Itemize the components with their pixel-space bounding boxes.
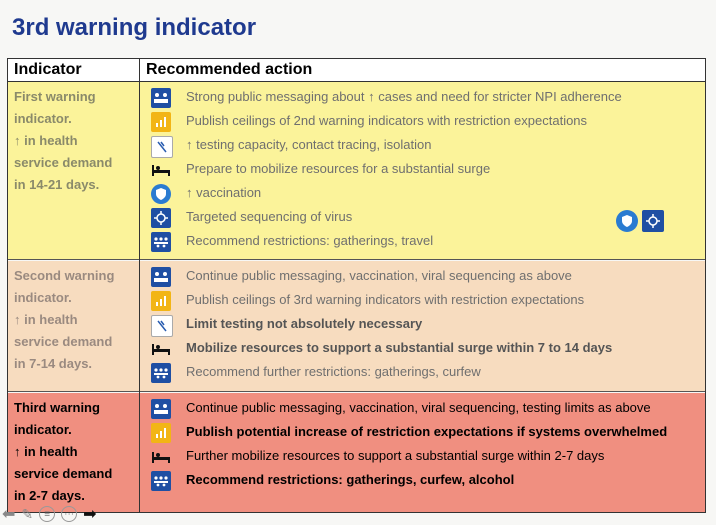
- action-text: Further mobilize resources to support a substantial surge within 2-7 days: [186, 448, 605, 463]
- indicator-line: Third warning: [14, 400, 100, 415]
- action-text: Recommend further restrictions: gatherings, curfew: [186, 364, 481, 379]
- hospital-bed-icon: [151, 160, 171, 180]
- action-text: Prepare to mobilize resources for a substantial surge: [186, 161, 491, 176]
- chart-icon: [151, 112, 171, 132]
- action-item: [146, 134, 701, 158]
- action-item: [146, 361, 701, 385]
- action-text: ↑ testing capacity, contact tracing, isolation: [186, 137, 432, 152]
- vaccine-shield-icon: [616, 210, 638, 232]
- indicator-line: Second warning: [14, 268, 115, 283]
- warning-table: [7, 58, 706, 513]
- pen-icon[interactable]: ✎: [21, 505, 34, 522]
- people-messaging-icon: [151, 267, 171, 287]
- indicator-line: ↑ in health: [14, 312, 78, 327]
- column-divider: [139, 59, 140, 512]
- actions-cell: [146, 397, 701, 493]
- action-text: Limit testing not absolutely necessary: [186, 316, 423, 331]
- indicator-line: service demand: [14, 334, 113, 349]
- lab-testing-icon: [151, 136, 173, 158]
- action-text: Publish potential increase of restriction expectations if systems overwhelmed: [186, 424, 668, 439]
- people-messaging-icon: [151, 88, 171, 108]
- indicator-line: indicator.: [14, 290, 72, 305]
- action-text: Targeted sequencing of virus: [186, 209, 353, 224]
- action-item: [146, 421, 701, 445]
- action-text: Publish ceilings of 2nd warning indicators with restriction expectations: [186, 113, 588, 128]
- header-indicator: Indicator: [14, 61, 82, 78]
- hospital-bed-icon: [151, 447, 171, 467]
- more-icon[interactable]: ⋯: [61, 506, 77, 522]
- action-item: [146, 397, 701, 421]
- indicator-line: in 2-7 days.: [14, 488, 85, 503]
- row-first-warning: [8, 82, 705, 260]
- indicator-line: in 7-14 days.: [14, 356, 93, 371]
- action-item: [146, 313, 701, 337]
- action-item: [146, 86, 701, 110]
- indicator-line: ↑ in health: [14, 444, 78, 459]
- actions-cell: [146, 265, 701, 385]
- action-item: [146, 445, 701, 469]
- action-item: [146, 158, 701, 182]
- crowd-gathering-icon: [151, 232, 171, 252]
- indicator-line: indicator.: [14, 111, 72, 126]
- indicator-line: indicator.: [14, 422, 72, 437]
- slide-toolbar: [2, 504, 97, 524]
- indicator-cell: [14, 397, 134, 507]
- indicator-line: in 14-21 days.: [14, 177, 100, 192]
- action-item: [146, 110, 701, 134]
- lab-testing-icon: [151, 315, 173, 337]
- virus-sequencing-icon: [642, 210, 664, 232]
- action-item: [146, 230, 701, 254]
- row-second-warning: [8, 261, 705, 392]
- indicator-line: ↑ in health: [14, 133, 78, 148]
- action-item: [146, 469, 701, 493]
- extra-icons: [616, 210, 664, 232]
- page-title: 3rd warning indicator: [12, 14, 257, 41]
- crowd-gathering-icon: [151, 363, 171, 383]
- action-text: ↑ vaccination: [186, 185, 262, 200]
- indicator-cell: [14, 265, 134, 375]
- indicator-line: service demand: [14, 466, 113, 481]
- chart-icon: [151, 423, 171, 443]
- action-item: [146, 289, 701, 313]
- table-header: [8, 59, 705, 82]
- vaccine-shield-icon: [151, 184, 171, 204]
- chart-icon: [151, 291, 171, 311]
- action-text: Recommend restrictions: gatherings, curfew, alcohol: [186, 472, 515, 487]
- people-messaging-icon: [151, 399, 171, 419]
- action-text: Recommend restrictions: gatherings, travel: [186, 233, 434, 248]
- action-item: [146, 337, 701, 361]
- action-item: [146, 265, 701, 289]
- action-text: Continue public messaging, vaccination, viral sequencing as above: [186, 268, 572, 283]
- crowd-gathering-icon: [151, 471, 171, 491]
- indicator-cell: [14, 86, 134, 196]
- virus-sequencing-icon: [151, 208, 171, 228]
- row-third-warning: [8, 393, 705, 512]
- indicator-line: service demand: [14, 155, 113, 170]
- menu-icon[interactable]: ≡: [39, 506, 55, 522]
- action-text: Publish ceilings of 3rd warning indicators with restriction expectations: [186, 292, 585, 307]
- indicator-line: First warning: [14, 89, 96, 104]
- forward-arrow-icon[interactable]: ➡: [83, 506, 97, 523]
- hospital-bed-icon: [151, 339, 171, 359]
- header-action: Recommended action: [146, 61, 313, 78]
- action-text: Continue public messaging, vaccination, viral sequencing, testing limits as above: [186, 400, 651, 415]
- action-text: Mobilize resources to support a substantial surge within 7 to 14 days: [186, 340, 613, 355]
- action-text: Strong public messaging about ↑ cases and need for stricter NPI adherence: [186, 89, 622, 104]
- action-item: [146, 182, 701, 206]
- back-arrow-icon[interactable]: ⬅: [2, 506, 16, 523]
